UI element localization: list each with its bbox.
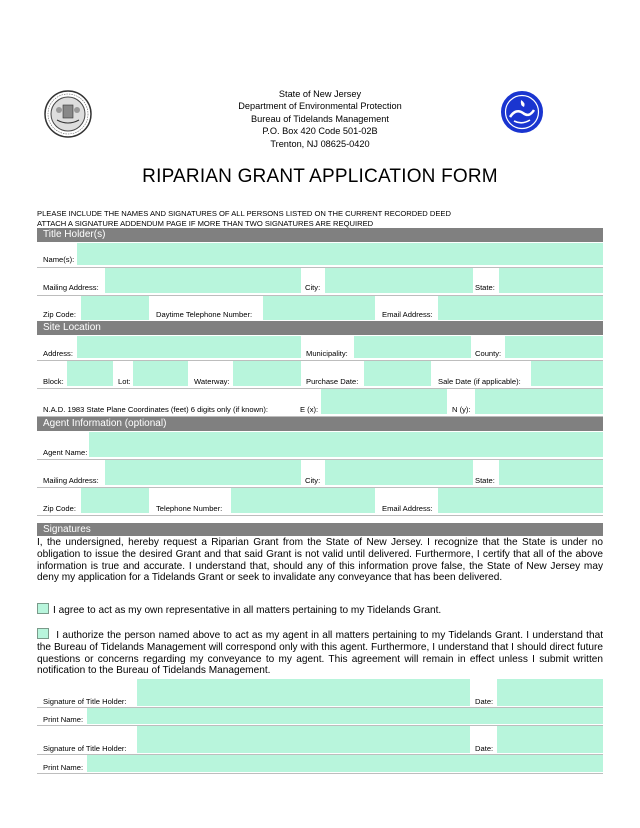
agent-phone-label: Telephone Number: bbox=[156, 504, 223, 513]
agent-city-label: City: bbox=[305, 476, 321, 485]
names-label: Name(s): bbox=[43, 255, 75, 264]
statement-text: I, the undersigned, hereby request a Riparian Grant from the State of New Jersey. I recognize that the State is under no obligation to issue the desired Grant and that said Grant is not valid until delivered. Furthermore, I certify that all of the above information is true and accurate. I understand that, should any of this information prove false, the State of New Jersey may deny my application for a Tidelands Grant or seek to invalidate any conveyance that has been delivered. bbox=[37, 537, 603, 584]
date-1-field[interactable] bbox=[497, 679, 603, 706]
instruction-line: PLEASE INCLUDE THE NAMES AND SIGNATURES OF ALL PERSONS LISTED ON THE CURRENT RECORDED DEED bbox=[37, 209, 451, 218]
waterway-label: Waterway: bbox=[194, 377, 230, 386]
agent-state-label: State: bbox=[475, 476, 495, 485]
option-self bbox=[37, 603, 603, 617]
instruction-line: ATTACH A SIGNATURE ADDENDUM PAGE IF MORE THAN TWO SIGNATURES ARE REQUIRED bbox=[37, 218, 374, 228]
agent-mailing-field[interactable] bbox=[105, 460, 301, 485]
agent-phone-field[interactable] bbox=[231, 488, 375, 513]
address-label: Address: bbox=[43, 349, 73, 358]
header-line: Department of Environmental Protection bbox=[238, 101, 402, 112]
n-y-label: N (y): bbox=[452, 405, 471, 414]
agent-state-field[interactable] bbox=[499, 460, 603, 485]
print-name-1-label: Print Name: bbox=[43, 715, 84, 724]
row-agent-mailing bbox=[37, 459, 603, 488]
print-name-2-label: Print Name: bbox=[43, 763, 84, 772]
row-block-lot bbox=[37, 360, 603, 389]
waterway-field[interactable] bbox=[233, 361, 301, 386]
lot-field[interactable] bbox=[133, 361, 188, 386]
state-label: State: bbox=[475, 283, 495, 292]
section-agent: Agent Information (optional) bbox=[37, 417, 603, 431]
municipality-field[interactable] bbox=[354, 336, 471, 358]
option-self-text: I agree to act as my own representative in all matters pertaining to my Tidelands Grant. bbox=[53, 605, 442, 616]
purchase-date-label: Purchase Date: bbox=[306, 377, 359, 386]
e-x-label: E (x): bbox=[300, 405, 319, 414]
lot-label: Lot: bbox=[118, 377, 131, 386]
e-x-field[interactable] bbox=[321, 389, 447, 414]
municipality-label: Municipality: bbox=[306, 349, 348, 358]
names-field[interactable] bbox=[77, 243, 603, 265]
header-line: State of New Jersey bbox=[278, 89, 362, 99]
header-line: P.O. Box 420 Code 501-02B bbox=[262, 126, 378, 137]
row-mailing bbox=[37, 267, 603, 296]
print-name-1-field[interactable] bbox=[87, 708, 603, 724]
state-field[interactable] bbox=[499, 268, 603, 293]
instructions bbox=[37, 209, 451, 228]
option-agent-text: I authorize the person named above to act as my agent in all matters pertaining to my Tidelands Grant. I understand that the Bureau of Tidelands Management will correspond only with this agent. Furthermore, I understand that I should direct future questions or concerns regarding my conveyance to my agent. This agreement will remain in effect unless I submit written notification to the Bureau of Tidelands Management. bbox=[37, 630, 603, 677]
purchase-date-field[interactable] bbox=[364, 361, 431, 386]
row-agent-zip bbox=[37, 487, 603, 516]
city-field[interactable] bbox=[325, 268, 473, 293]
row-signature-1 bbox=[37, 678, 603, 708]
date-1-label: Date: bbox=[475, 697, 494, 706]
block-field[interactable] bbox=[67, 361, 113, 386]
agent-name-label: Agent Name: bbox=[43, 448, 88, 457]
zip-label: Zip Code: bbox=[43, 310, 76, 319]
print-name-2-field[interactable] bbox=[87, 755, 603, 772]
city-label: City: bbox=[305, 283, 321, 292]
sale-date-label: Sale Date (if applicable): bbox=[438, 377, 521, 386]
date-2-field[interactable] bbox=[497, 726, 603, 753]
signature-1-field[interactable] bbox=[137, 679, 470, 706]
row-print-name-1 bbox=[37, 707, 603, 726]
header-line: Bureau of Tidelands Management bbox=[251, 113, 389, 124]
day-phone-label: Daytime Telephone Number: bbox=[156, 310, 253, 319]
block-label: Block: bbox=[43, 377, 64, 386]
authorize-agent-checkbox[interactable] bbox=[37, 628, 49, 639]
email-field[interactable] bbox=[438, 296, 603, 320]
sale-date-field[interactable] bbox=[531, 361, 603, 386]
mailing-address-field[interactable] bbox=[105, 268, 301, 293]
day-phone-field[interactable] bbox=[263, 296, 375, 320]
zip-field[interactable] bbox=[81, 296, 149, 320]
county-field[interactable] bbox=[505, 336, 603, 358]
agent-zip-field[interactable] bbox=[81, 488, 149, 513]
n-y-field[interactable] bbox=[475, 389, 603, 414]
agent-zip-label: Zip Code: bbox=[43, 504, 76, 513]
row-address bbox=[37, 335, 603, 361]
date-2-label: Date: bbox=[475, 744, 494, 753]
agency-header bbox=[0, 88, 640, 150]
email-label: Email Address: bbox=[382, 310, 433, 319]
agent-city-field[interactable] bbox=[325, 460, 473, 485]
row-print-name-2 bbox=[37, 754, 603, 774]
agent-email-label: Email Address: bbox=[382, 504, 433, 513]
self-representative-checkbox[interactable] bbox=[37, 603, 49, 614]
row-signature-2 bbox=[37, 725, 603, 755]
mailing-address-label: Mailing Address: bbox=[43, 283, 99, 292]
nad-label: N.A.D. 1983 State Plane Coordinates (feet) 6 digits only (if known): bbox=[43, 405, 268, 414]
section-site-location: Site Location bbox=[37, 321, 603, 335]
agent-email-field[interactable] bbox=[438, 488, 603, 513]
signature-1-label: Signature of Title Holder: bbox=[43, 697, 127, 706]
address-field[interactable] bbox=[77, 336, 301, 358]
row-names bbox=[37, 242, 603, 268]
option-agent bbox=[37, 628, 603, 677]
row-agent-name bbox=[37, 431, 603, 460]
section-title-holder: Title Holder(s) bbox=[37, 228, 603, 242]
agent-name-field[interactable] bbox=[89, 432, 603, 457]
row-zip-phone bbox=[37, 295, 603, 322]
row-coordinates bbox=[37, 388, 603, 417]
signature-2-label: Signature of Title Holder: bbox=[43, 744, 127, 753]
section-signatures: Signatures bbox=[37, 523, 603, 536]
agent-mailing-label: Mailing Address: bbox=[43, 476, 99, 485]
form-title: RIPARIAN GRANT APPLICATION FORM bbox=[142, 166, 498, 187]
signature-2-field[interactable] bbox=[137, 726, 470, 753]
county-label: County: bbox=[475, 349, 502, 358]
header-line: Trenton, NJ 08625-0420 bbox=[270, 138, 370, 149]
